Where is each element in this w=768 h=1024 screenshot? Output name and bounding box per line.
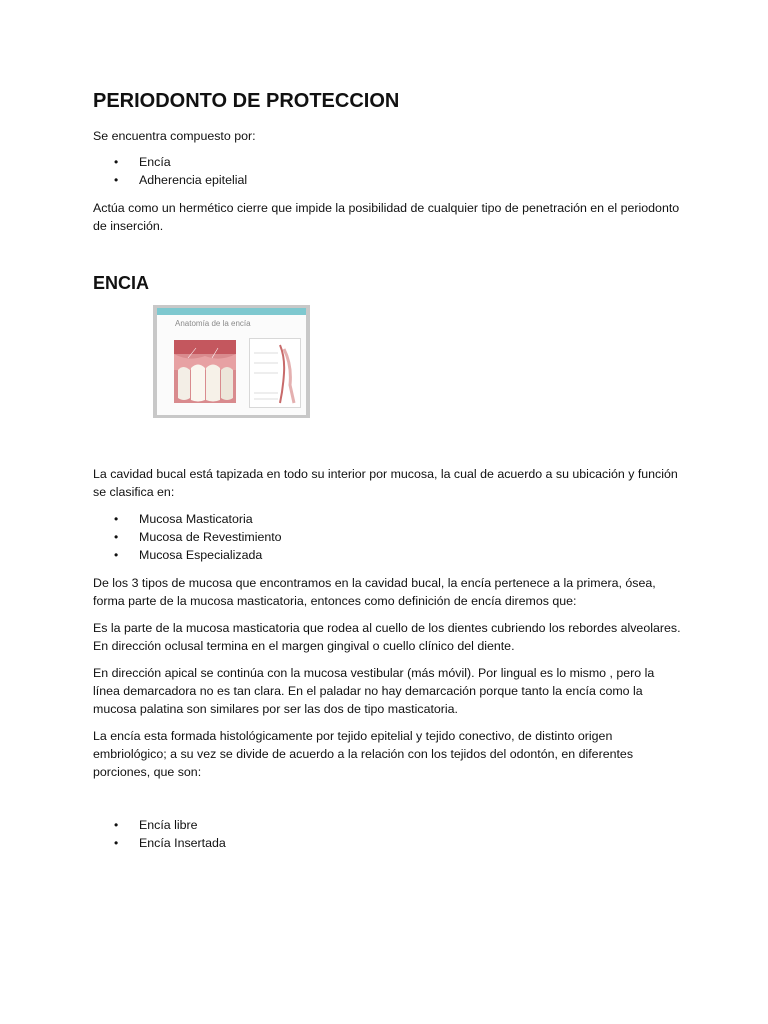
- tipos-paragraph: De los 3 tipos de mucosa que encontramos en la cavidad bucal, la encía pertenece a la primera, ósea, forma parte de la mucosa masticatoria, entonces como definición de encía diremos que:: [93, 576, 656, 608]
- mucosa-list: [0, 510, 500, 564]
- list-item: [0, 546, 500, 564]
- intro-paragraph: Se encuentra compuesto por:: [93, 129, 256, 143]
- figure-title: Anatomía de la encía: [175, 319, 251, 328]
- list-item: [0, 834, 500, 852]
- bullet-icon: •: [114, 548, 119, 562]
- porciones-list: [0, 816, 500, 852]
- list-item: [0, 816, 500, 834]
- list-item-text: Adherencia epitelial: [139, 173, 248, 187]
- histology-paragraph: La encía esta formada histológicamente por tejido epitelial y tejido conectivo, de distinto origen embriológico; a su vez se divide de acuerdo a la relación con los tejidos del odontón, en diferentes porciones, que son:: [93, 729, 634, 779]
- list-item-text: Mucosa de Revestimiento: [139, 530, 282, 544]
- list-item-text: Mucosa Masticatoria: [139, 512, 253, 526]
- apical-paragraph: En dirección apical se continúa con la mucosa vestibular (más móvil). Por lingual es lo mismo , pero la línea demarcadora no es tan clara. En el paladar no hay demarcación porque tanto la encía como la mucosa palatina son similares por ser las dos de tipo masticatoria.: [93, 666, 655, 716]
- list-item: [0, 510, 500, 528]
- bullet-icon: •: [114, 155, 119, 169]
- bullet-icon: •: [114, 512, 119, 526]
- list-item-text: Encía libre: [139, 818, 198, 832]
- list-item-text: Encía Insertada: [139, 836, 226, 850]
- bullet-icon: •: [114, 173, 119, 187]
- list-item: [0, 153, 500, 171]
- mucosa-paragraph: La cavidad bucal está tapizada en todo su interior por mucosa, la cual de acuerdo a su ubicación y función se clasifica en:: [93, 467, 678, 499]
- gum-anatomy-figure: [153, 305, 310, 418]
- list-item-text: Mucosa Especializada: [139, 548, 263, 562]
- bullet-icon: •: [114, 530, 119, 544]
- gum-photo-image: [174, 340, 236, 403]
- list-item: [0, 528, 500, 546]
- bullet-icon: •: [114, 836, 119, 850]
- definition-paragraph: Es la parte de la mucosa masticatoria que rodea al cuello de los dientes cubriendo los rebordes alveolares. En dirección oclusal termina en el margen gingival o cuello clínico del diente.: [93, 621, 681, 653]
- bullet-icon: •: [114, 818, 119, 832]
- gum-diagram-drawing: [250, 339, 300, 407]
- page-title: PERIODONTO DE PROTECCION: [93, 90, 400, 112]
- section-title: ENCIA: [93, 273, 150, 293]
- gum-diagram: [249, 338, 301, 408]
- list-item: [0, 171, 500, 189]
- action-paragraph: Actúa como un hermético cierre que impide la posibilidad de cualquier tipo de penetración en el periodonto de inserción.: [93, 201, 680, 233]
- list-item-text: Encía: [139, 155, 171, 169]
- components-list: [0, 153, 500, 189]
- slide-header-bar: [157, 308, 306, 315]
- slide-frame: [157, 308, 306, 415]
